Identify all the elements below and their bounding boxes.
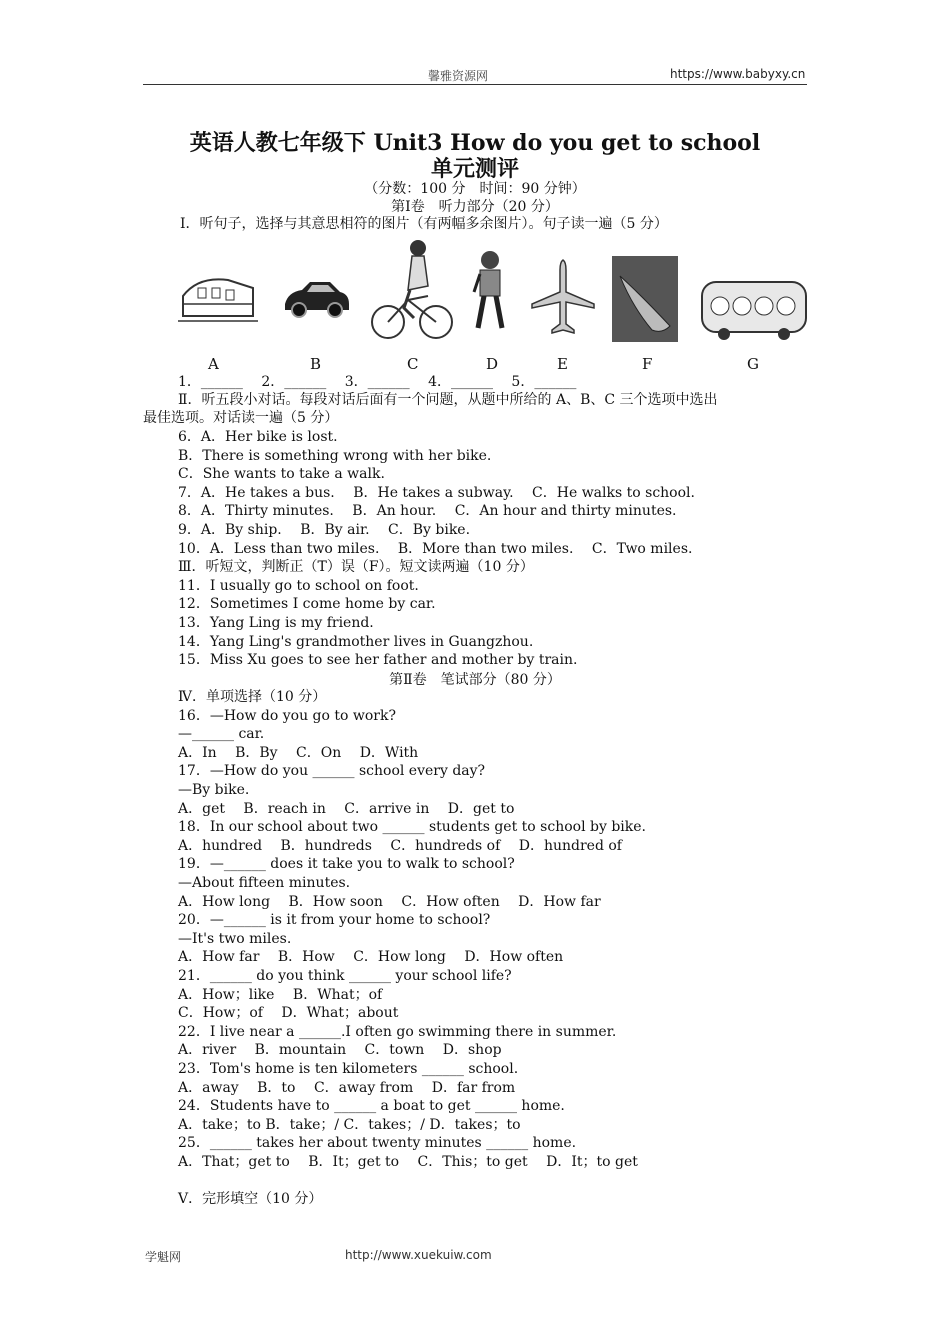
exam-meta: （分数：100 分 时间：90 分钟） <box>364 181 586 197</box>
title-line-1: 英语人教七年级下 Unit3 How do you get to school <box>189 130 761 156</box>
question-line: 20．—______ is it from your home to school? <box>178 912 491 929</box>
question-line: 22．I live near a ______.I often go swimming there in summer. <box>178 1023 617 1040</box>
question-line: A．How；like B．What；of <box>178 986 383 1003</box>
question-line: A．take；to B．take；/ C．takes；/ D．takes；to <box>178 1116 521 1133</box>
section2-heading-cont: 最佳选项。对话读一遍（5 分） <box>143 410 339 426</box>
section2-heading: Ⅱ．听五段小对话。每段对话后面有一个问题，从题中所给的 A、B、C 三个选项中选出 <box>178 392 718 408</box>
question-line: 7．A．He takes a bus. B．He takes a subway. C．He walks to school. <box>178 484 695 501</box>
question-line: 14．Yang Ling's grandmother lives in Guangzhou. <box>178 633 534 650</box>
question-line: 23．Tom's home is ten kilometers ______ school. <box>178 1061 519 1077</box>
question-line: C．How；of D．What；about <box>178 1005 399 1022</box>
question-line: 24．Students have to ______ a boat to get ______ home. <box>178 1098 565 1115</box>
question-line: 21．______ do you think ______ your school life? <box>178 968 512 984</box>
question-line: 15．Miss Xu goes to see her father and mother by train. <box>178 652 578 669</box>
question-line: 17．—How do you ______ school every day? <box>178 763 486 780</box>
picture-label-f: F <box>642 355 653 373</box>
train-icon <box>178 266 258 326</box>
section5-heading: Ⅴ．完形填空（10 分） <box>178 1191 323 1207</box>
answer-blanks-row: 1．______ 2．______ 3．______ 4．______ 5．______ <box>178 374 577 390</box>
question-line: 8．A．Thirty minutes. B．An hour. C．An hour and thirty minutes. <box>178 503 677 520</box>
airplane-icon <box>528 258 598 338</box>
question-line: 12．Sometimes I come home by car. <box>178 596 436 613</box>
picture-label-d: D <box>486 355 499 373</box>
question-line: —By bike. <box>178 782 250 798</box>
car-icon <box>282 274 352 320</box>
boat-icon <box>612 256 678 342</box>
footer-site: 学魁网 <box>145 1250 182 1264</box>
section1-heading: Ⅰ．听句子，选择与其意思相符的图片（有两幅多余图片）。句子读一遍（5 分） <box>180 216 668 232</box>
picture-label-c: C <box>407 355 419 373</box>
picture-label-a: A <box>208 355 219 373</box>
bicycle-rider-icon <box>368 238 458 344</box>
question-line: A．That；get to B．It；get to C．This；to get D．It；to get <box>178 1154 638 1170</box>
question-line: 9．A．By ship. B．By air. C．By bike. <box>178 522 471 538</box>
question-line: 11．I usually go to school on foot. <box>178 577 419 594</box>
question-line: A．away B．to C．away from D．far from <box>178 1079 516 1096</box>
walking-boy-icon <box>470 250 510 334</box>
header-divider <box>143 84 807 85</box>
title-line-2: 单元测评 <box>430 156 519 182</box>
header-url[interactable]: https://www.babyxy.cn <box>670 67 806 81</box>
question-line: 6．A．Her bike is lost. <box>178 429 338 445</box>
question-line: A．In B．By C．On D．With <box>178 744 419 761</box>
question-line: 18．In our school about two ______ students get to school by bike. <box>178 819 646 836</box>
question-line: C．She wants to take a walk. <box>178 466 385 483</box>
bus-icon <box>700 278 810 342</box>
question-line: A．How far B．How C．How long D．How often <box>178 949 564 966</box>
part1-heading: 第Ⅰ卷 听力部分（20 分） <box>391 199 559 215</box>
question-line: —It's two miles. <box>178 930 292 947</box>
question-line: 25．______ takes her about twenty minutes ______ home. <box>178 1135 577 1152</box>
question-line: Ⅳ．单项选择（10 分） <box>178 689 327 705</box>
question-line: —About fifteen minutes. <box>178 875 351 891</box>
picture-row <box>170 252 810 344</box>
question-line: 10．A．Less than two miles. B．More than two miles. C．Two miles. <box>178 540 693 557</box>
question-line: B．There is something wrong with her bike. <box>178 447 492 464</box>
question-line: 13．Yang Ling is my friend. <box>178 615 374 631</box>
picture-label-e: E <box>557 355 568 373</box>
picture-label-g: G <box>747 355 759 373</box>
part2-heading: 第Ⅱ卷 笔试部分（80 分） <box>389 672 561 688</box>
header-site: 馨雅资源网 <box>428 69 489 83</box>
question-line: A．hundred B．hundreds C．hundreds of D．hundred of <box>178 837 622 854</box>
question-line: A．river B．mountain C．town D．shop <box>178 1042 502 1059</box>
question-line: A．How long B．How soon C．How often D．How far <box>178 893 601 910</box>
question-line: A．get B．reach in C．arrive in D．get to <box>178 800 515 817</box>
question-line: Ⅲ．听短文，判断正（T）误（F）。短文读两遍（10 分） <box>178 559 534 576</box>
picture-label-b: B <box>310 355 322 373</box>
question-line: —______ car. <box>178 726 265 743</box>
footer-url[interactable]: http://www.xuekuiw.com <box>345 1248 492 1262</box>
question-line: 16．—How do you go to work? <box>178 707 396 724</box>
question-line: 19．—______ does it take you to walk to school? <box>178 856 515 873</box>
